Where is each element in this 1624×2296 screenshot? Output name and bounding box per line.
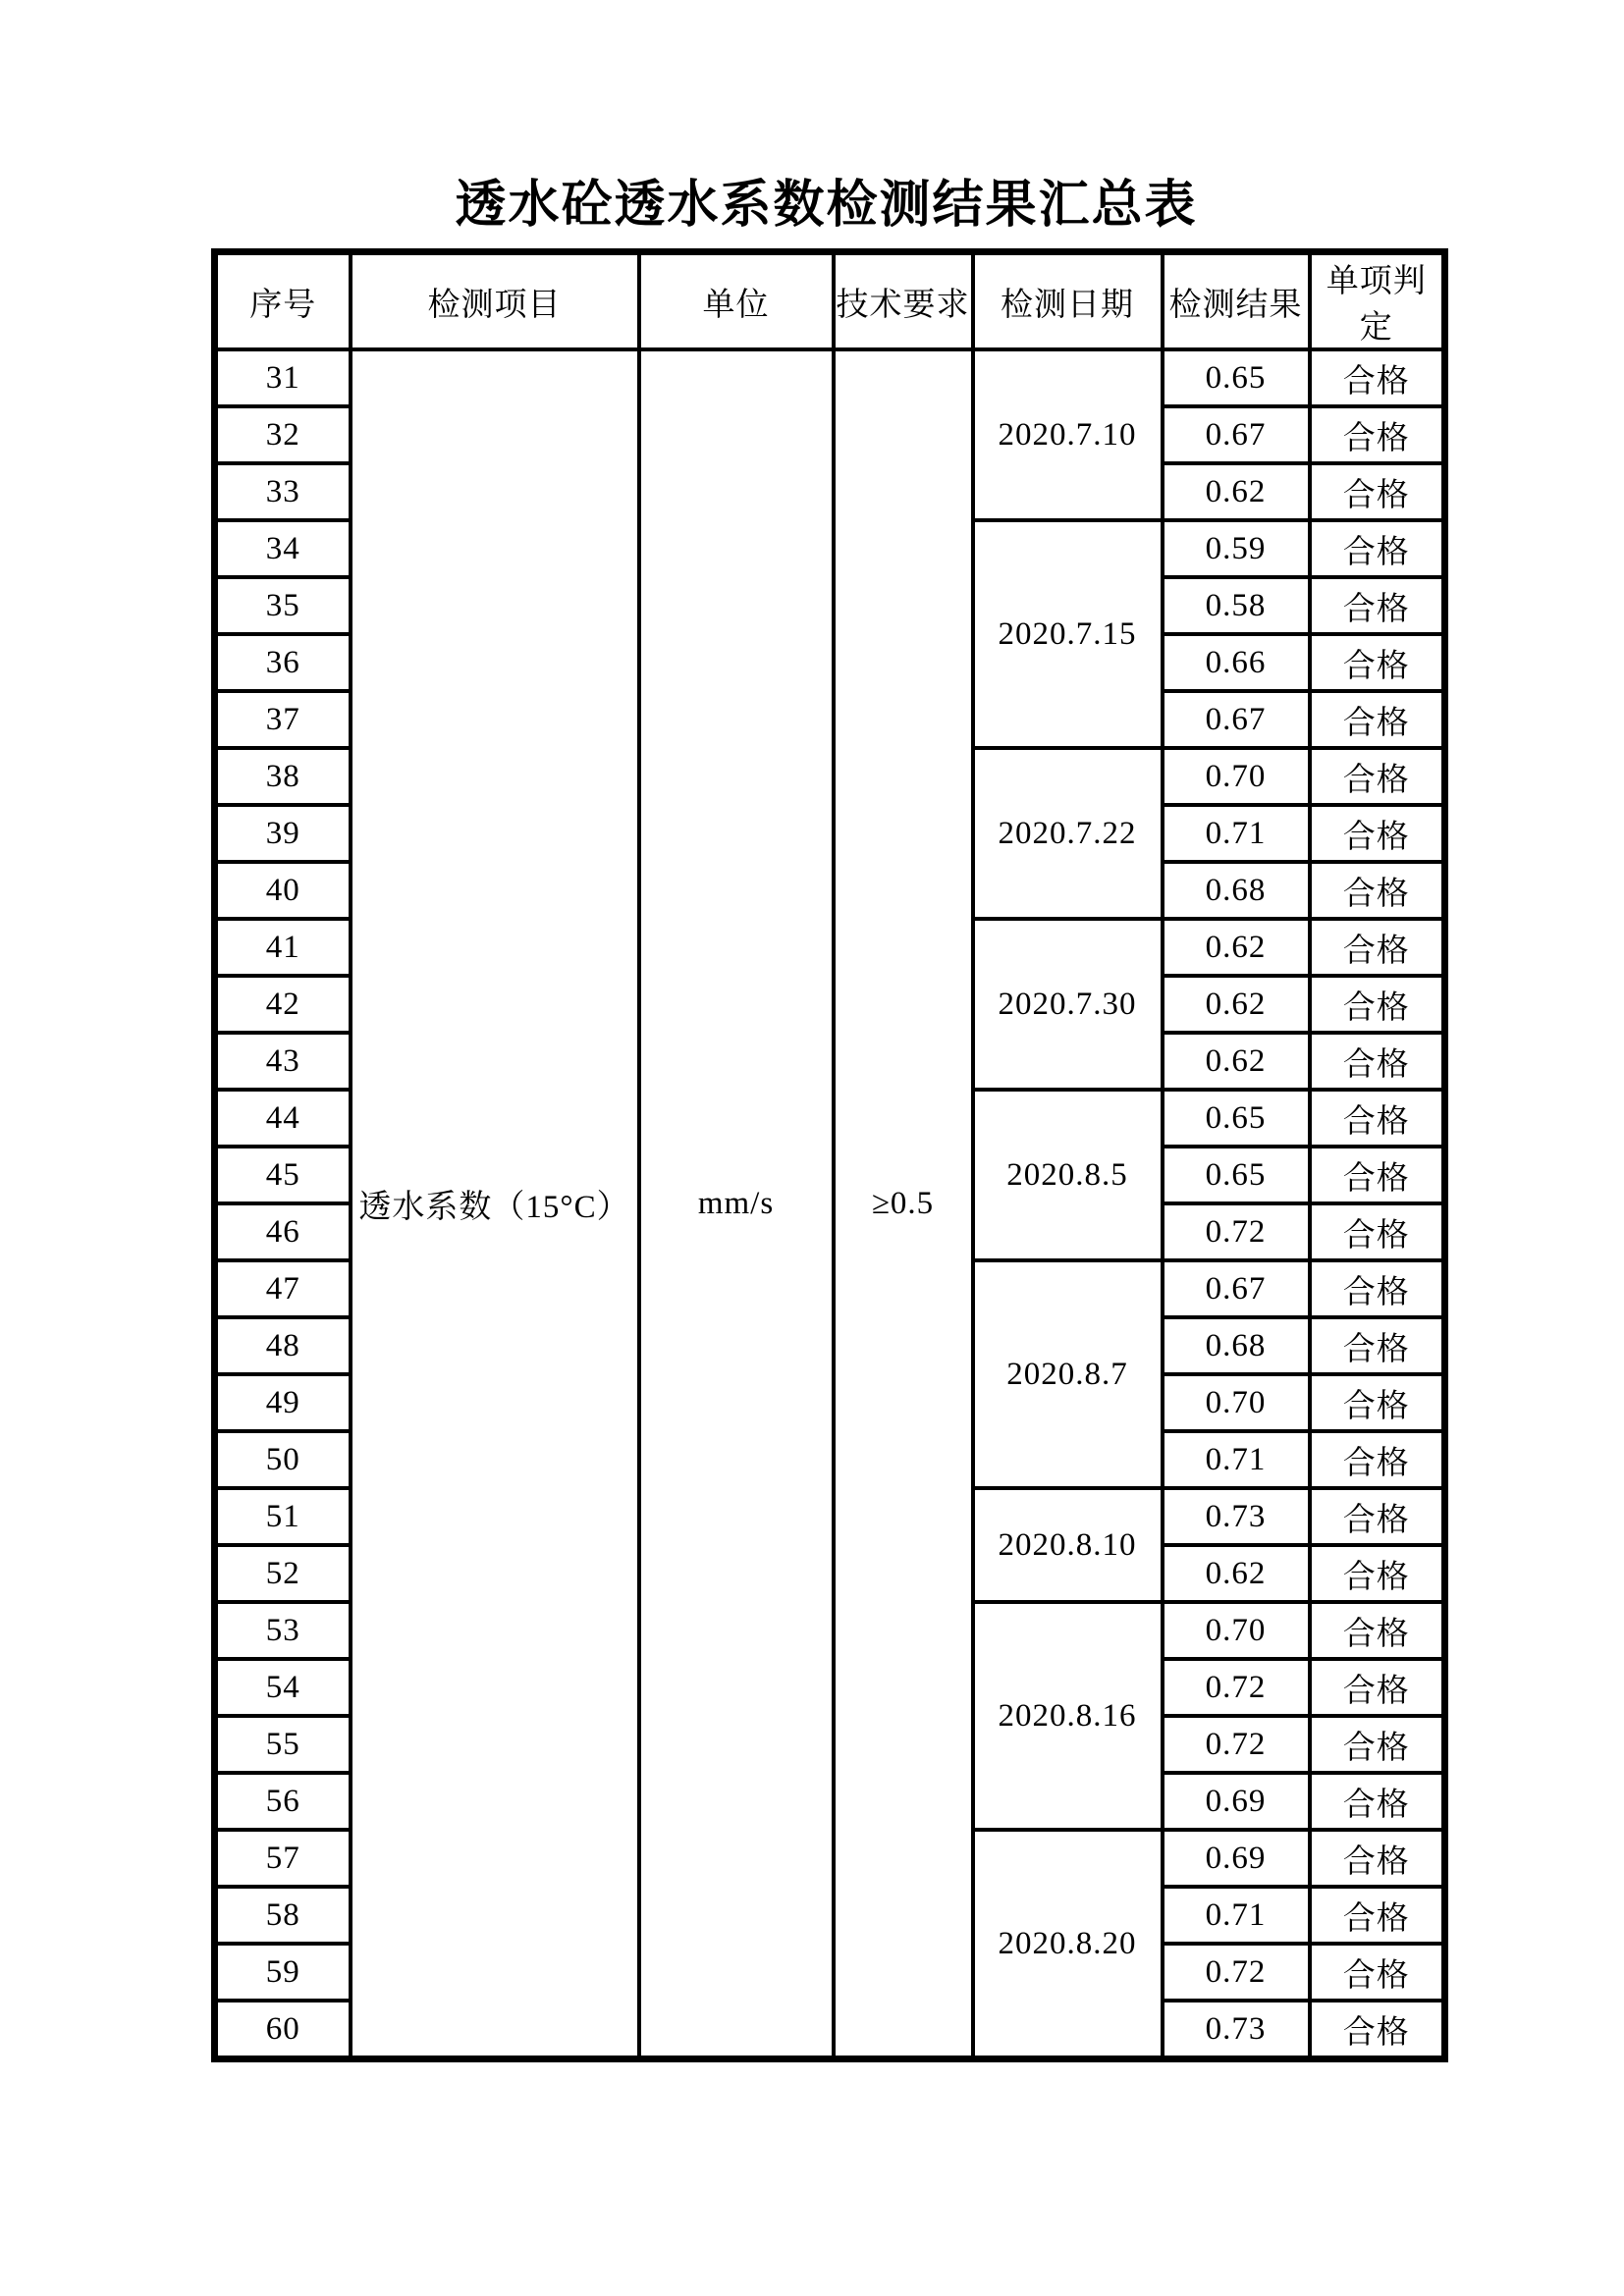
serial-cell: 34 <box>215 520 351 577</box>
result-cell: 0.62 <box>1163 1545 1310 1602</box>
judgement-cell: 合格 <box>1310 1033 1445 1090</box>
header-item: 检测项目 <box>351 252 639 350</box>
judgement-cell: 合格 <box>1310 1431 1445 1488</box>
judgement-cell: 合格 <box>1310 1488 1445 1545</box>
date-cell: 2020.7.22 <box>973 748 1163 919</box>
judgement-cell: 合格 <box>1310 406 1445 463</box>
header-judgement: 单项判定 <box>1310 252 1445 350</box>
result-cell: 0.72 <box>1163 1716 1310 1773</box>
serial-cell: 40 <box>215 862 351 919</box>
judgement-cell: 合格 <box>1310 748 1445 805</box>
serial-cell: 33 <box>215 463 351 520</box>
result-cell: 0.62 <box>1163 919 1310 976</box>
header-row <box>215 252 1445 350</box>
serial-cell: 46 <box>215 1203 351 1260</box>
summary-table <box>211 248 1448 2062</box>
judgement-cell: 合格 <box>1310 577 1445 634</box>
table-row <box>215 349 1445 406</box>
serial-cell: 36 <box>215 634 351 691</box>
page-title: 透水砼透水系数检测结果汇总表 <box>455 178 1198 234</box>
serial-cell: 47 <box>215 1260 351 1317</box>
judgement-cell: 合格 <box>1310 1203 1445 1260</box>
judgement-cell: 合格 <box>1310 1545 1445 1602</box>
judgement-cell: 合格 <box>1310 691 1445 748</box>
result-cell: 0.66 <box>1163 634 1310 691</box>
result-cell: 0.68 <box>1163 862 1310 919</box>
result-cell: 0.71 <box>1163 805 1310 862</box>
header-result: 检测结果 <box>1163 252 1310 350</box>
result-cell: 0.73 <box>1163 1488 1310 1545</box>
serial-cell: 50 <box>215 1431 351 1488</box>
result-cell: 0.71 <box>1163 1887 1310 1944</box>
judgement-cell: 合格 <box>1310 1374 1445 1431</box>
header-date: 检测日期 <box>973 252 1163 350</box>
result-cell: 0.59 <box>1163 520 1310 577</box>
judgement-cell: 合格 <box>1310 1716 1445 1773</box>
serial-cell: 38 <box>215 748 351 805</box>
serial-cell: 53 <box>215 1602 351 1659</box>
serial-cell: 51 <box>215 1488 351 1545</box>
judgement-cell: 合格 <box>1310 1147 1445 1203</box>
result-cell: 0.67 <box>1163 691 1310 748</box>
serial-cell: 42 <box>215 976 351 1033</box>
judgement-cell: 合格 <box>1310 2001 1445 2059</box>
header-serial: 序号 <box>215 252 351 350</box>
header-unit: 单位 <box>639 252 834 350</box>
serial-cell: 32 <box>215 406 351 463</box>
judgement-cell: 合格 <box>1310 463 1445 520</box>
result-cell: 0.65 <box>1163 349 1310 406</box>
serial-cell: 54 <box>215 1659 351 1716</box>
result-cell: 0.67 <box>1163 1260 1310 1317</box>
result-cell: 0.65 <box>1163 1090 1310 1147</box>
judgement-cell: 合格 <box>1310 1830 1445 1887</box>
judgement-cell: 合格 <box>1310 1317 1445 1374</box>
serial-cell: 43 <box>215 1033 351 1090</box>
date-cell: 2020.8.7 <box>973 1260 1163 1488</box>
item-cell: 透水系数（15°C） <box>351 349 639 2059</box>
result-cell: 0.73 <box>1163 2001 1310 2059</box>
judgement-cell: 合格 <box>1310 1260 1445 1317</box>
date-cell: 2020.7.10 <box>973 349 1163 520</box>
date-cell: 2020.8.5 <box>973 1090 1163 1260</box>
judgement-cell: 合格 <box>1310 520 1445 577</box>
date-cell: 2020.8.10 <box>973 1488 1163 1602</box>
date-cell: 2020.7.30 <box>973 919 1163 1090</box>
serial-cell: 57 <box>215 1830 351 1887</box>
header-requirement: 技术要求 <box>834 252 973 350</box>
serial-cell: 37 <box>215 691 351 748</box>
result-cell: 0.70 <box>1163 748 1310 805</box>
serial-cell: 45 <box>215 1147 351 1203</box>
judgement-cell: 合格 <box>1310 1773 1445 1830</box>
judgement-cell: 合格 <box>1310 1944 1445 2001</box>
serial-cell: 60 <box>215 2001 351 2059</box>
result-cell: 0.58 <box>1163 577 1310 634</box>
result-cell: 0.68 <box>1163 1317 1310 1374</box>
judgement-cell: 合格 <box>1310 1659 1445 1716</box>
result-cell: 0.71 <box>1163 1431 1310 1488</box>
requirement-cell: ≥0.5 <box>834 349 973 2059</box>
date-cell: 2020.8.20 <box>973 1830 1163 2059</box>
serial-cell: 52 <box>215 1545 351 1602</box>
judgement-cell: 合格 <box>1310 805 1445 862</box>
serial-cell: 35 <box>215 577 351 634</box>
judgement-cell: 合格 <box>1310 1887 1445 1944</box>
serial-cell: 41 <box>215 919 351 976</box>
result-cell: 0.62 <box>1163 976 1310 1033</box>
serial-cell: 59 <box>215 1944 351 2001</box>
result-cell: 0.72 <box>1163 1203 1310 1260</box>
judgement-cell: 合格 <box>1310 919 1445 976</box>
result-cell: 0.67 <box>1163 406 1310 463</box>
result-cell: 0.70 <box>1163 1602 1310 1659</box>
result-cell: 0.65 <box>1163 1147 1310 1203</box>
result-cell: 0.72 <box>1163 1659 1310 1716</box>
judgement-cell: 合格 <box>1310 862 1445 919</box>
result-cell: 0.62 <box>1163 1033 1310 1090</box>
result-cell: 0.70 <box>1163 1374 1310 1431</box>
serial-cell: 49 <box>215 1374 351 1431</box>
judgement-cell: 合格 <box>1310 1602 1445 1659</box>
judgement-cell: 合格 <box>1310 1090 1445 1147</box>
judgement-cell: 合格 <box>1310 349 1445 406</box>
serial-cell: 55 <box>215 1716 351 1773</box>
serial-cell: 44 <box>215 1090 351 1147</box>
serial-cell: 48 <box>215 1317 351 1374</box>
serial-cell: 39 <box>215 805 351 862</box>
result-cell: 0.62 <box>1163 463 1310 520</box>
serial-cell: 56 <box>215 1773 351 1830</box>
result-cell: 0.72 <box>1163 1944 1310 2001</box>
result-cell: 0.69 <box>1163 1830 1310 1887</box>
judgement-cell: 合格 <box>1310 976 1445 1033</box>
serial-cell: 31 <box>215 349 351 406</box>
date-cell: 2020.8.16 <box>973 1602 1163 1830</box>
unit-cell: mm/s <box>639 349 834 2059</box>
judgement-cell: 合格 <box>1310 634 1445 691</box>
result-cell: 0.69 <box>1163 1773 1310 1830</box>
serial-cell: 58 <box>215 1887 351 1944</box>
date-cell: 2020.7.15 <box>973 520 1163 748</box>
